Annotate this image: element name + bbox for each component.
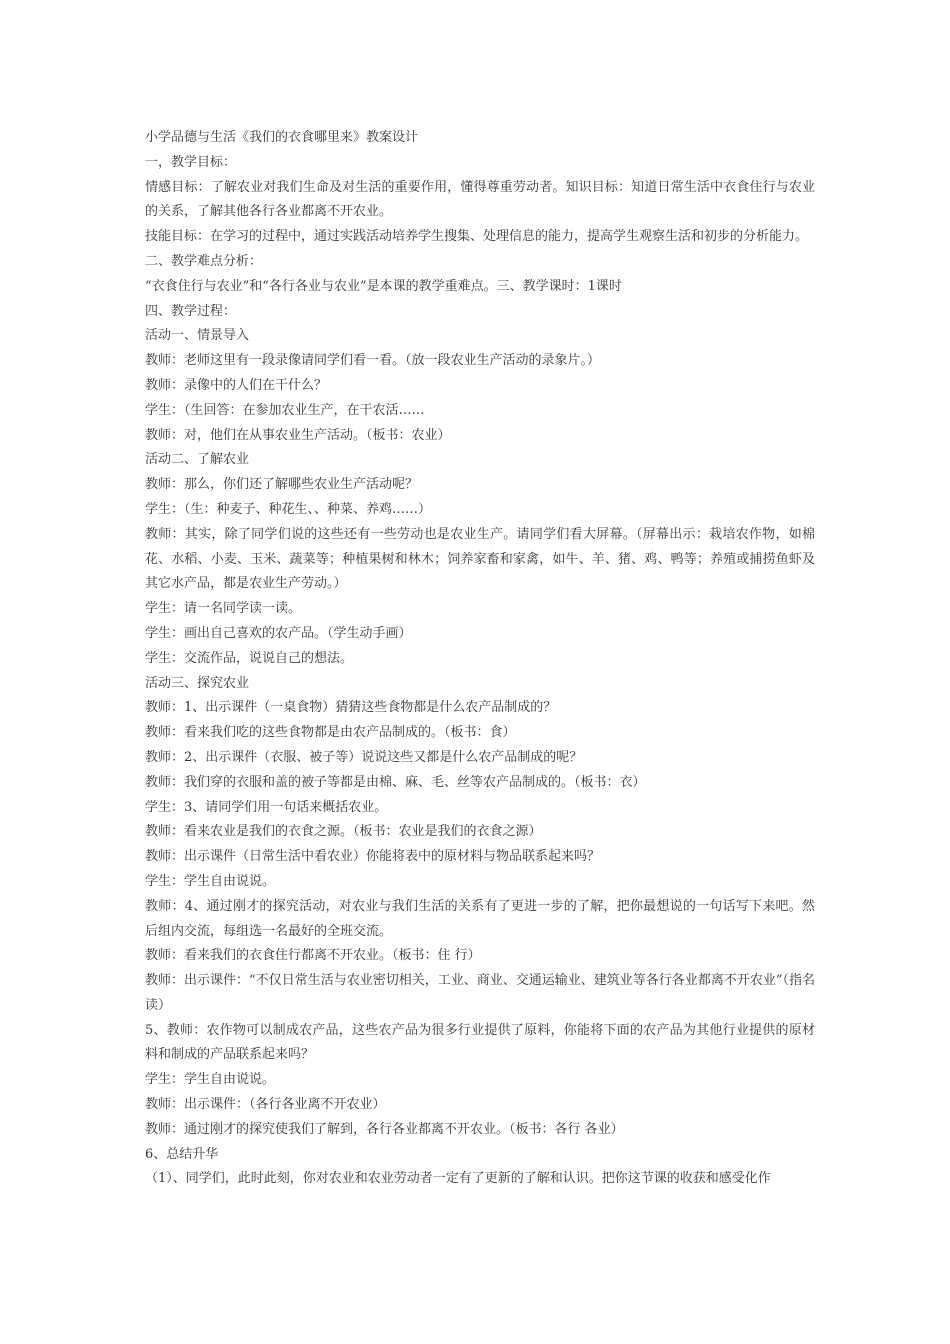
paragraph: 教师：出示课件：（各行各业离不开农业） <box>145 1097 386 1113</box>
paragraph: 教师：老师这里有一段录像请同学们看一看。（放一段农业生产活动的录象片。） <box>145 353 601 369</box>
paragraph: 学生：请一名同学读一读。 <box>145 601 302 617</box>
paragraph: 教师：看来我们吃的这些食物都是由农产品制成的。（板书：食） <box>145 725 516 741</box>
document-body <box>145 126 815 1192</box>
paragraph: （1）、同学们，此时此刻，你对农业和农业劳动者一定有了更新的了解和认识。把你这节课的收获和感受化作 <box>145 1171 771 1187</box>
paragraph: 教师：看来我们的衣食住行都离不开农业。（板书：住 行） <box>145 948 481 964</box>
paragraph: 教师：其实，除了同学们说的这些还有一些劳动也是农业生产。请同学们看大屏幕。（屏幕出示：栽培农作物，如棉花、水稻、小麦、玉米、蔬菜等；种植果树和林木；饲养家畜和家禽，如牛、羊、猪、鸡、鸭等；养殖或捕捞鱼虾及其它水产品，都是农业生产劳动。） <box>145 526 815 592</box>
paragraph: 教师：出示课件：“不仅日常生活与农业密切相关，工业、商业、交通运输业、建筑业等各行各业都离不开农业”（指名读） <box>145 973 815 1013</box>
paragraph: 学生：（生：种麦子、种花生、、种菜、养鸡……） <box>145 501 432 517</box>
section-heading: 四、教学过程： <box>145 303 237 319</box>
paragraph: 学生：3、请同学们用一句话来概括农业。 <box>145 799 388 815</box>
paragraph: 学生：学生自由说说。 <box>145 1072 276 1088</box>
paragraph: 学生：（生回答：在参加农业生产，在干农活…… <box>145 402 425 418</box>
paragraph: 学生：画出自己喜欢的农产品。（学生动手画） <box>145 625 412 641</box>
paragraph: 教师：1、出示课件（一桌食物）猜猜这些食物都是什么农产品制成的？ <box>145 700 557 716</box>
paragraph: 教师：出示课件（日常生活中看农业）你能将表中的原材料与物品联系起来吗？ <box>145 849 601 865</box>
paragraph: 教师：通过刚才的探究使我们了解到，各行各业都离不开农业。（板书：各行 各业） <box>145 1121 624 1137</box>
paragraph: 教师：看来农业是我们的衣食之源。（板书：农业是我们的衣食之源） <box>145 824 542 840</box>
activity-heading: 活动二、了解农业 <box>145 452 250 468</box>
section-heading: 一，教学目标： <box>145 154 237 170</box>
section-heading: 二、教学难点分析： <box>145 253 263 269</box>
paragraph: 教师：那么，你们还了解哪些农业生产活动呢？ <box>145 477 419 493</box>
activity-heading: 活动三、探究农业 <box>145 675 250 691</box>
paragraph: 5、教师：农作物可以制成农产品，这些农产品为很多行业提供了原料，你能将下面的农产品为其他行业提供的原材料和制成的产品联系起来吗？ <box>145 1022 815 1063</box>
paragraph: 教师：录像中的人们在干什么？ <box>145 377 328 393</box>
paragraph: 教师：我们穿的衣服和盖的被子等都是由棉、麻、毛、丝等农产品制成的。（板书：衣） <box>145 774 646 790</box>
paragraph: 情感目标：了解农业对我们生命及对生活的重要作用，懂得尊重劳动者。知识目标：知道日常生活中衣食住行与农业的关系，了解其他各行各业都离不开农业。 <box>145 179 815 220</box>
paragraph: 技能目标：在学习的过程中，通过实践活动培养学生搜集、处理信息的能力，提高学生观察生活和初步的分析能力。 <box>145 229 809 245</box>
section-heading: 6、总结升华 <box>145 1146 219 1162</box>
paragraph: 学生：学生自由说说。 <box>145 873 276 889</box>
paragraph: 学生：交流作品，说说自己的想法。 <box>145 650 354 666</box>
document-title: 小学品德与生活《我们的衣食哪里来》教案设计 <box>145 130 419 145</box>
paragraph: 教师：2、出示课件（衣服、被子等）说说这些又都是什么农产品制成的呢？ <box>145 749 583 765</box>
paragraph: 教师：对，他们在从事农业生产活动。（板书：农业） <box>145 427 451 443</box>
paragraph: “衣食住行与农业”和“各行各业与农业”是本课的教学重难点。三、教学课时：1课时 <box>145 278 622 294</box>
activity-heading: 活动一、情景导入 <box>145 328 250 344</box>
paragraph: 教师：4、通过刚才的探究活动，对农业与我们生活的关系有了更进一步的了解，把你最想说的一句话写下来吧。然后组内交流，每组选一名最好的全班交流。 <box>145 898 815 939</box>
